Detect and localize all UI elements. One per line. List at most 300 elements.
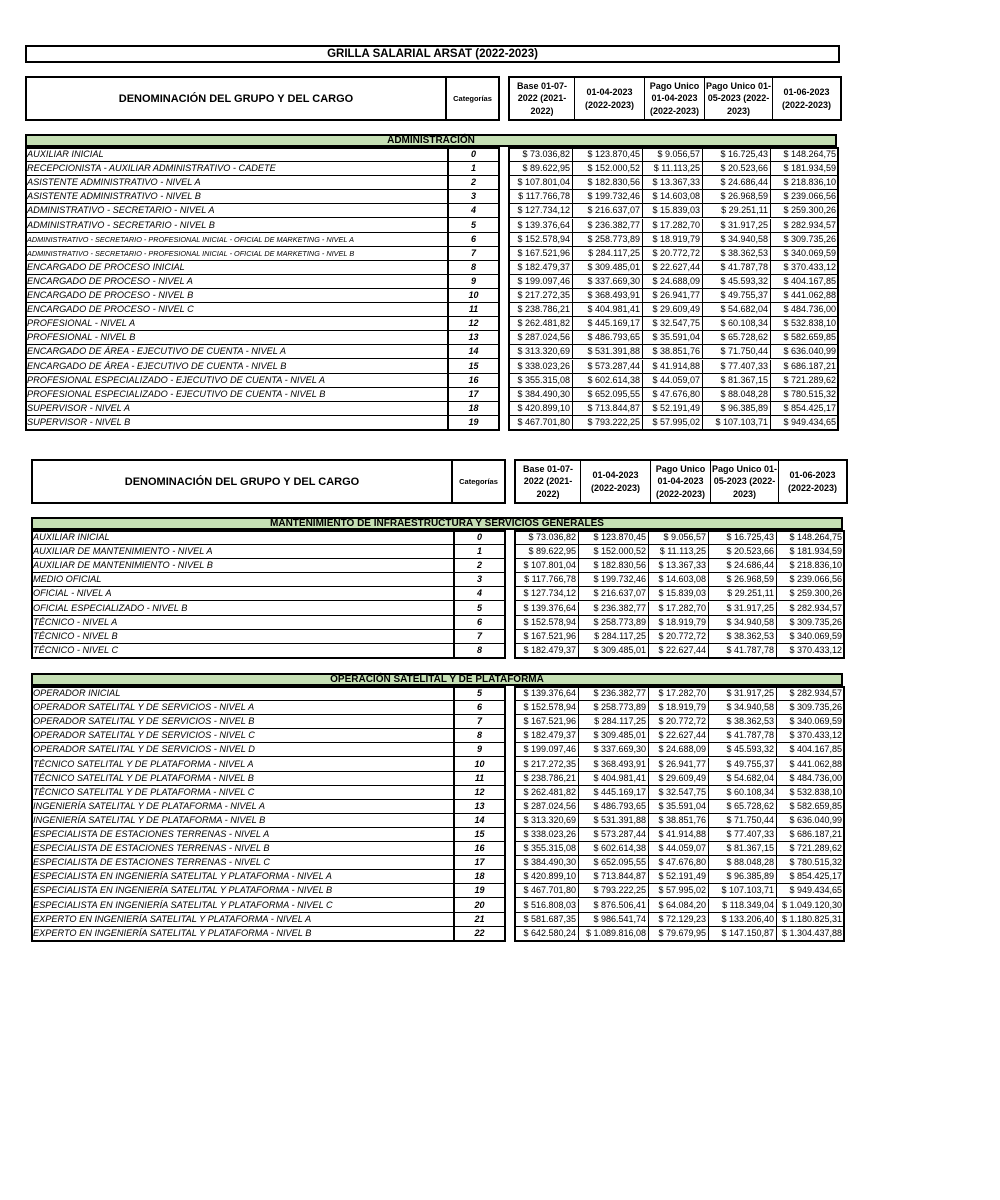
table-row [31,927,845,941]
category-number: 11 [453,772,506,786]
salary-value: $ 949.434,65 [777,884,845,898]
salary-value: $ 384.490,30 [508,388,573,402]
category-number: 0 [447,148,500,162]
salary-value: $ 127.734,12 [508,204,573,218]
salary-value: $ 13.367,33 [643,176,703,190]
salary-value: $ 9.056,57 [649,531,709,545]
table-row [25,247,839,261]
salary-value: $ 309.735,26 [777,616,845,630]
position-name: PROFESIONAL - NIVEL B [25,331,447,345]
salary-value: $ 96.385,89 [709,870,777,884]
table-row [25,402,839,416]
salary-value: $ 34.940,58 [709,701,777,715]
salary-value: $ 313.320,69 [514,814,579,828]
salary-value: $ 780.515,32 [771,388,839,402]
salary-value: $ 147.150,87 [709,927,777,941]
salary-value: $ 199.732,46 [573,190,643,204]
category-number: 7 [453,630,506,644]
header-values [508,76,842,121]
table-row [25,176,839,190]
salary-value: $ 47.676,80 [649,856,709,870]
table-row [31,531,845,545]
salary-value: $ 118.349,04 [709,899,777,913]
salary-value: $ 127.734,12 [514,587,579,601]
table-row [31,884,845,898]
table-row [31,729,845,743]
salary-value: $ 45.593,32 [703,275,771,289]
category-number: 5 [453,687,506,701]
table-row [25,219,839,233]
header-col: Pago Unico 01-04-2023 (2022-2023) [645,78,705,119]
salary-value: $ 26.968,59 [709,573,777,587]
salary-value: $ 486.793,65 [579,800,649,814]
position-name: ADMINISTRATIVO - SECRETARIO - PROFESIONAL INICIAL - OFICIAL DE MARKETING - NIVEL B [25,247,447,261]
salary-value: $ 532.838,10 [771,317,839,331]
position-name: TÉCNICO SATELITAL Y DE PLATAFORMA - NIVEL C [31,786,453,800]
position-name: OFICIAL - NIVEL A [31,587,453,601]
salary-value: $ 45.593,32 [709,743,777,757]
salary-value: $ 29.609,49 [643,303,703,317]
salary-value: $ 52.191,49 [649,870,709,884]
salary-value: $ 216.637,07 [573,204,643,218]
salary-value: $ 181.934,59 [771,162,839,176]
table-row [31,687,845,701]
table-row [25,360,839,374]
header-col: 01-06-2023 (2022-2023) [781,87,832,110]
salary-value: $ 636.040,99 [777,814,845,828]
category-number: 3 [447,190,500,204]
salary-value: $ 148.264,75 [777,531,845,545]
salary-value: $ 793.222,25 [573,416,643,430]
salary-value: $ 238.786,21 [508,303,573,317]
position-name: ESPECIALISTA DE ESTACIONES TERRENAS - NIVEL A [31,828,453,842]
salary-value: $ 199.097,46 [514,743,579,757]
salary-value: $ 182.479,37 [514,644,579,658]
salary-value: $ 57.995,02 [649,884,709,898]
salary-value: $ 60.108,34 [703,317,771,331]
salary-value: $ 24.686,44 [709,559,777,573]
position-name: SUPERVISOR - NIVEL A [25,402,447,416]
position-name: TÉCNICO - NIVEL A [31,616,453,630]
position-name: ADMINISTRATIVO - SECRETARIO - NIVEL B [25,219,447,233]
table-row [31,870,845,884]
position-name: AUXILIAR INICIAL [31,531,453,545]
table-row [31,545,845,559]
table-row [31,758,845,772]
salary-value: $ 1.089.816,08 [579,927,649,941]
salary-value: $ 340.069,59 [777,715,845,729]
salary-value: $ 152.578,94 [508,233,573,247]
salary-value: $ 16.725,43 [703,148,771,162]
position-name: ENCARGADO DE PROCESO - NIVEL C [25,303,447,317]
position-name: ESPECIALISTA EN INGENIERÍA SATELITAL Y PLATAFORMA - NIVEL A [31,870,453,884]
position-name: ASISTENTE ADMINISTRATIVO - NIVEL A [25,176,447,190]
category-number: 8 [453,644,506,658]
category-number: 11 [447,303,500,317]
salary-value: $ 199.732,46 [579,573,649,587]
salary-value: $ 602.614,38 [573,374,643,388]
header-col: 01-04-2023 (2022-2023) [581,461,651,502]
salary-value: $ 54.682,04 [703,303,771,317]
salary-value: $ 239.066,56 [771,190,839,204]
salary-value: $ 1.049.120,30 [777,899,845,913]
salary-value: $ 259.300,26 [771,204,839,218]
table-row [31,772,845,786]
salary-value: $ 31.917,25 [703,219,771,233]
position-name: SUPERVISOR - NIVEL B [25,416,447,430]
table-row [25,289,839,303]
salary-value: $ 24.686,44 [703,176,771,190]
salary-value: $ 368.493,91 [579,758,649,772]
table-row [31,842,845,856]
table-row [25,416,839,430]
salary-value: $ 41.787,78 [709,644,777,658]
salary-value: $ 152.000,52 [573,162,643,176]
salary-value: $ 73.036,82 [514,531,579,545]
salary-value: $ 24.688,09 [649,743,709,757]
salary-value: $ 34.940,58 [703,233,771,247]
salary-value: $ 41.787,78 [709,729,777,743]
position-name: ENCARGADO DE ÁREA - EJECUTIVO DE CUENTA - NIVEL B [25,360,447,374]
category-number: 15 [453,828,506,842]
salary-value: $ 441.062,88 [771,289,839,303]
table-row [25,303,839,317]
position-name: ADMINISTRATIVO - SECRETARIO - PROFESIONAL INICIAL - OFICIAL DE MARKETING - NIVEL A [25,233,447,247]
salary-value: $ 14.603,08 [643,190,703,204]
header-col: 01-04-2023 (2022-2023) [575,78,645,119]
salary-value: $ 20.772,72 [649,715,709,729]
salary-value: $ 152.578,94 [514,616,579,630]
salary-value: $ 531.391,88 [579,814,649,828]
salary-value: $ 71.750,44 [703,345,771,359]
salary-value: $ 148.264,75 [771,148,839,162]
table-row [31,701,845,715]
position-name: ESPECIALISTA EN INGENIERÍA SATELITAL Y PLATAFORMA - NIVEL C [31,899,453,913]
salary-value: $ 642.580,24 [514,927,579,941]
position-name: ENCARGADO DE PROCESO - NIVEL B [25,289,447,303]
salary-value: $ 18.919,79 [649,701,709,715]
salary-value: $ 258.773,89 [573,233,643,247]
salary-value: $ 133.206,40 [709,913,777,927]
salary-value: $ 309.485,01 [579,729,649,743]
salary-value: $ 107.801,04 [508,176,573,190]
salary-value: $ 29.609,49 [649,772,709,786]
salary-value: $ 258.773,89 [579,616,649,630]
salary-value: $ 47.676,80 [643,388,703,402]
position-name: TÉCNICO - NIVEL C [31,644,453,658]
salary-value: $ 24.688,09 [643,275,703,289]
salary-value: $ 17.282,70 [643,219,703,233]
salary-value: $ 60.108,34 [709,786,777,800]
salary-value: $ 107.103,71 [709,884,777,898]
position-name: ESPECIALISTA DE ESTACIONES TERRENAS - NIVEL B [31,842,453,856]
salary-value: $ 404.981,41 [579,772,649,786]
salary-value: $ 152.578,94 [514,701,579,715]
position-name: PROFESIONAL - NIVEL A [25,317,447,331]
salary-value: $ 65.728,62 [709,800,777,814]
salary-value: $ 337.669,30 [579,743,649,757]
category-number: 4 [447,204,500,218]
salary-value: $ 57.995,02 [643,416,703,430]
salary-value: $ 44.059,07 [643,374,703,388]
salary-value: $ 107.103,71 [703,416,771,430]
position-name: TÉCNICO SATELITAL Y DE PLATAFORMA - NIVEL A [31,758,453,772]
salary-value: $ 652.095,55 [579,856,649,870]
salary-value: $ 54.682,04 [709,772,777,786]
salary-value: $ 284.117,25 [573,247,643,261]
salary-value: $ 340.069,59 [777,630,845,644]
salary-value: $ 167.521,96 [514,630,579,644]
category-number: 14 [453,814,506,828]
category-number: 10 [447,289,500,303]
category-number: 17 [447,388,500,402]
table-row [25,317,839,331]
salary-value: $ 1.304.437,88 [777,927,845,941]
table-row [31,602,845,616]
salary-value: $ 182.479,37 [508,261,573,275]
table-row [25,374,839,388]
salary-value: $ 370.433,12 [777,644,845,658]
position-name: PROFESIONAL ESPECIALIZADO - EJECUTIVO DE CUENTA - NIVEL A [25,374,447,388]
salary-value: $ 1.180.825,31 [777,913,845,927]
table-row [31,743,845,757]
salary-value: $ 15.839,03 [649,587,709,601]
salary-value: $ 182.830,56 [573,176,643,190]
salary-value: $ 182.479,37 [514,729,579,743]
salary-value: $ 239.066,56 [777,573,845,587]
salary-value: $ 81.367,15 [703,374,771,388]
salary-value: $ 236.382,77 [579,687,649,701]
salary-value: $ 876.506,41 [579,899,649,913]
salary-value: $ 793.222,25 [579,884,649,898]
salary-value: $ 287.024,56 [514,800,579,814]
salary-value: $ 686.187,21 [771,360,839,374]
salary-value: $ 22.627,44 [649,729,709,743]
category-number: 12 [453,786,506,800]
salary-value: $ 29.251,11 [709,587,777,601]
position-name: EXPERTO EN INGENIERÍA SATELITAL Y PLATAFORMA - NIVEL A [31,913,453,927]
salary-value: $ 370.433,12 [777,729,845,743]
category-number: 3 [453,573,506,587]
category-number: 2 [453,559,506,573]
salary-value: $ 88.048,28 [709,856,777,870]
salary-value: $ 35.591,04 [643,331,703,345]
salary-value: $ 309.735,26 [771,233,839,247]
salary-value: $ 65.728,62 [703,331,771,345]
salary-value: $ 467.701,80 [514,884,579,898]
salary-value: $ 41.914,88 [643,360,703,374]
category-number: 0 [453,531,506,545]
table-row [31,630,845,644]
salary-value: $ 721.289,62 [777,842,845,856]
salary-value: $ 32.547,75 [643,317,703,331]
salary-value: $ 854.425,17 [777,870,845,884]
category-number: 6 [447,233,500,247]
table-row [25,190,839,204]
salary-value: $ 139.376,64 [514,602,579,616]
salary-value: $ 199.097,46 [508,275,573,289]
salary-value: $ 217.272,35 [514,758,579,772]
salary-value: $ 38.362,53 [709,715,777,729]
salary-value: $ 309.485,01 [579,644,649,658]
table-row [31,800,845,814]
salary-value: $ 516.808,03 [514,899,579,913]
salary-value: $ 581.687,35 [514,913,579,927]
salary-value: $ 713.844,87 [573,402,643,416]
salary-value: $ 14.603,08 [649,573,709,587]
salary-value: $ 73.036,82 [508,148,573,162]
salary-value: $ 38.362,53 [703,247,771,261]
header-col: Base 01-07-2022 (2021-2022) [516,461,581,502]
position-name: MEDIO OFICIAL [31,573,453,587]
salary-value: $ 18.919,79 [649,616,709,630]
category-number: 8 [453,729,506,743]
salary-value: $ 41.787,78 [703,261,771,275]
category-number: 16 [453,842,506,856]
salary-value: $ 88.048,28 [703,388,771,402]
salary-value: $ 38.851,76 [649,814,709,828]
salary-value: $ 949.434,65 [771,416,839,430]
salary-value: $ 573.287,44 [573,360,643,374]
salary-value: $ 81.367,15 [709,842,777,856]
salary-value: $ 337.669,30 [573,275,643,289]
category-number: 20 [453,899,506,913]
salary-value: $ 282.934,57 [777,687,845,701]
salary-value: $ 32.547,75 [649,786,709,800]
salary-value: $ 9.056,57 [643,148,703,162]
salary-value: $ 26.968,59 [703,190,771,204]
salary-value: $ 284.117,25 [579,630,649,644]
salary-value: $ 404.167,85 [777,743,845,757]
salary-value: $ 582.659,85 [771,331,839,345]
salary-value: $ 11.113,25 [643,162,703,176]
group-title: OPERACIÓN SATELITAL Y DE PLATAFORMA [31,673,843,686]
category-number: 13 [453,800,506,814]
position-name: OPERADOR SATELITAL Y DE SERVICIOS - NIVEL D [31,743,453,757]
salary-value: $ 34.940,58 [709,616,777,630]
salary-value: $ 309.735,26 [777,701,845,715]
category-number: 19 [453,884,506,898]
category-number: 10 [453,758,506,772]
header-name: DENOMINACIÓN DEL GRUPO Y DEL CARGO [25,76,447,121]
salary-value: $ 238.786,21 [514,772,579,786]
salary-value: $ 636.040,99 [771,345,839,359]
salary-value: $ 486.793,65 [573,331,643,345]
salary-value: $ 313.320,69 [508,345,573,359]
header-col: Pago Unico 01-04-2023 (2022-2023) [651,461,711,502]
salary-value: $ 79.679,95 [649,927,709,941]
position-name: ENCARGADO DE ÁREA - EJECUTIVO DE CUENTA - NIVEL A [25,345,447,359]
position-name: TÉCNICO - NIVEL B [31,630,453,644]
table-row [25,345,839,359]
position-name: TÉCNICO SATELITAL Y DE PLATAFORMA - NIVEL B [31,772,453,786]
salary-value: $ 181.934,59 [777,545,845,559]
table-row [31,715,845,729]
category-number: 1 [447,162,500,176]
position-name: INGENIERÍA SATELITAL Y DE PLATAFORMA - NIVEL A [31,800,453,814]
salary-value: $ 282.934,57 [771,219,839,233]
salary-value: $ 41.914,88 [649,828,709,842]
salary-value: $ 236.382,77 [573,219,643,233]
salary-value: $ 89.622,95 [508,162,573,176]
category-number: 12 [447,317,500,331]
salary-value: $ 89.622,95 [514,545,579,559]
group-title: ADMINISTRACIÓN [25,134,837,147]
salary-value: $ 338.023,26 [508,360,573,374]
header-col: 01-06-2023 (2022-2023) [787,470,838,493]
table-row [31,786,845,800]
salary-value: $ 22.627,44 [649,644,709,658]
salary-value: $ 531.391,88 [573,345,643,359]
salary-value: $ 573.287,44 [579,828,649,842]
header-col: Base 01-07-2022 (2021-2022) [510,78,575,119]
salary-value: $ 780.515,32 [777,856,845,870]
category-number: 6 [453,616,506,630]
category-number: 16 [447,374,500,388]
salary-value: $ 258.773,89 [579,701,649,715]
category-number: 18 [453,870,506,884]
salary-value: $ 652.095,55 [573,388,643,402]
salary-value: $ 52.191,49 [643,402,703,416]
category-number: 2 [447,176,500,190]
category-number: 6 [453,701,506,715]
salary-value: $ 582.659,85 [777,800,845,814]
salary-value: $ 123.870,45 [579,531,649,545]
position-name: ESPECIALISTA DE ESTACIONES TERRENAS - NIVEL C [31,856,453,870]
salary-value: $ 259.300,26 [777,587,845,601]
salary-value: $ 262.481,82 [508,317,573,331]
table-row [31,899,845,913]
category-number: 8 [447,261,500,275]
salary-value: $ 107.801,04 [514,559,579,573]
salary-value: $ 139.376,64 [508,219,573,233]
salary-value: $ 368.493,91 [573,289,643,303]
salary-value: $ 31.917,25 [709,602,777,616]
salary-value: $ 218.836,10 [777,559,845,573]
category-number: 14 [447,345,500,359]
salary-value: $ 117.766,78 [508,190,573,204]
salary-value: $ 384.490,30 [514,856,579,870]
salary-value: $ 986.541,74 [579,913,649,927]
header-values [514,459,848,504]
table-row [25,331,839,345]
salary-value: $ 287.024,56 [508,331,573,345]
table-row [25,233,839,247]
salary-value: $ 139.376,64 [514,687,579,701]
salary-value: $ 420.899,10 [514,870,579,884]
table-row [25,148,839,162]
table-row [31,814,845,828]
salary-value: $ 72.129,23 [649,913,709,927]
salary-value: $ 404.167,85 [771,275,839,289]
table-row [25,162,839,176]
salary-value: $ 64.084,20 [649,899,709,913]
position-name: PROFESIONAL ESPECIALIZADO - EJECUTIVO DE CUENTA - NIVEL B [25,388,447,402]
table-row [25,275,839,289]
table-row [31,828,845,842]
salary-value: $ 355.315,08 [508,374,573,388]
salary-value: $ 77.407,33 [709,828,777,842]
table-row [25,261,839,275]
position-name: RECEPCIONISTA - AUXILIAR ADMINISTRATIVO - CADETE [25,162,447,176]
salary-value: $ 167.521,96 [508,247,573,261]
salary-value: $ 22.627,44 [643,261,703,275]
salary-value: $ 484.736,00 [777,772,845,786]
category-number: 9 [447,275,500,289]
salary-value: $ 20.772,72 [643,247,703,261]
category-number: 9 [453,743,506,757]
category-number: 17 [453,856,506,870]
